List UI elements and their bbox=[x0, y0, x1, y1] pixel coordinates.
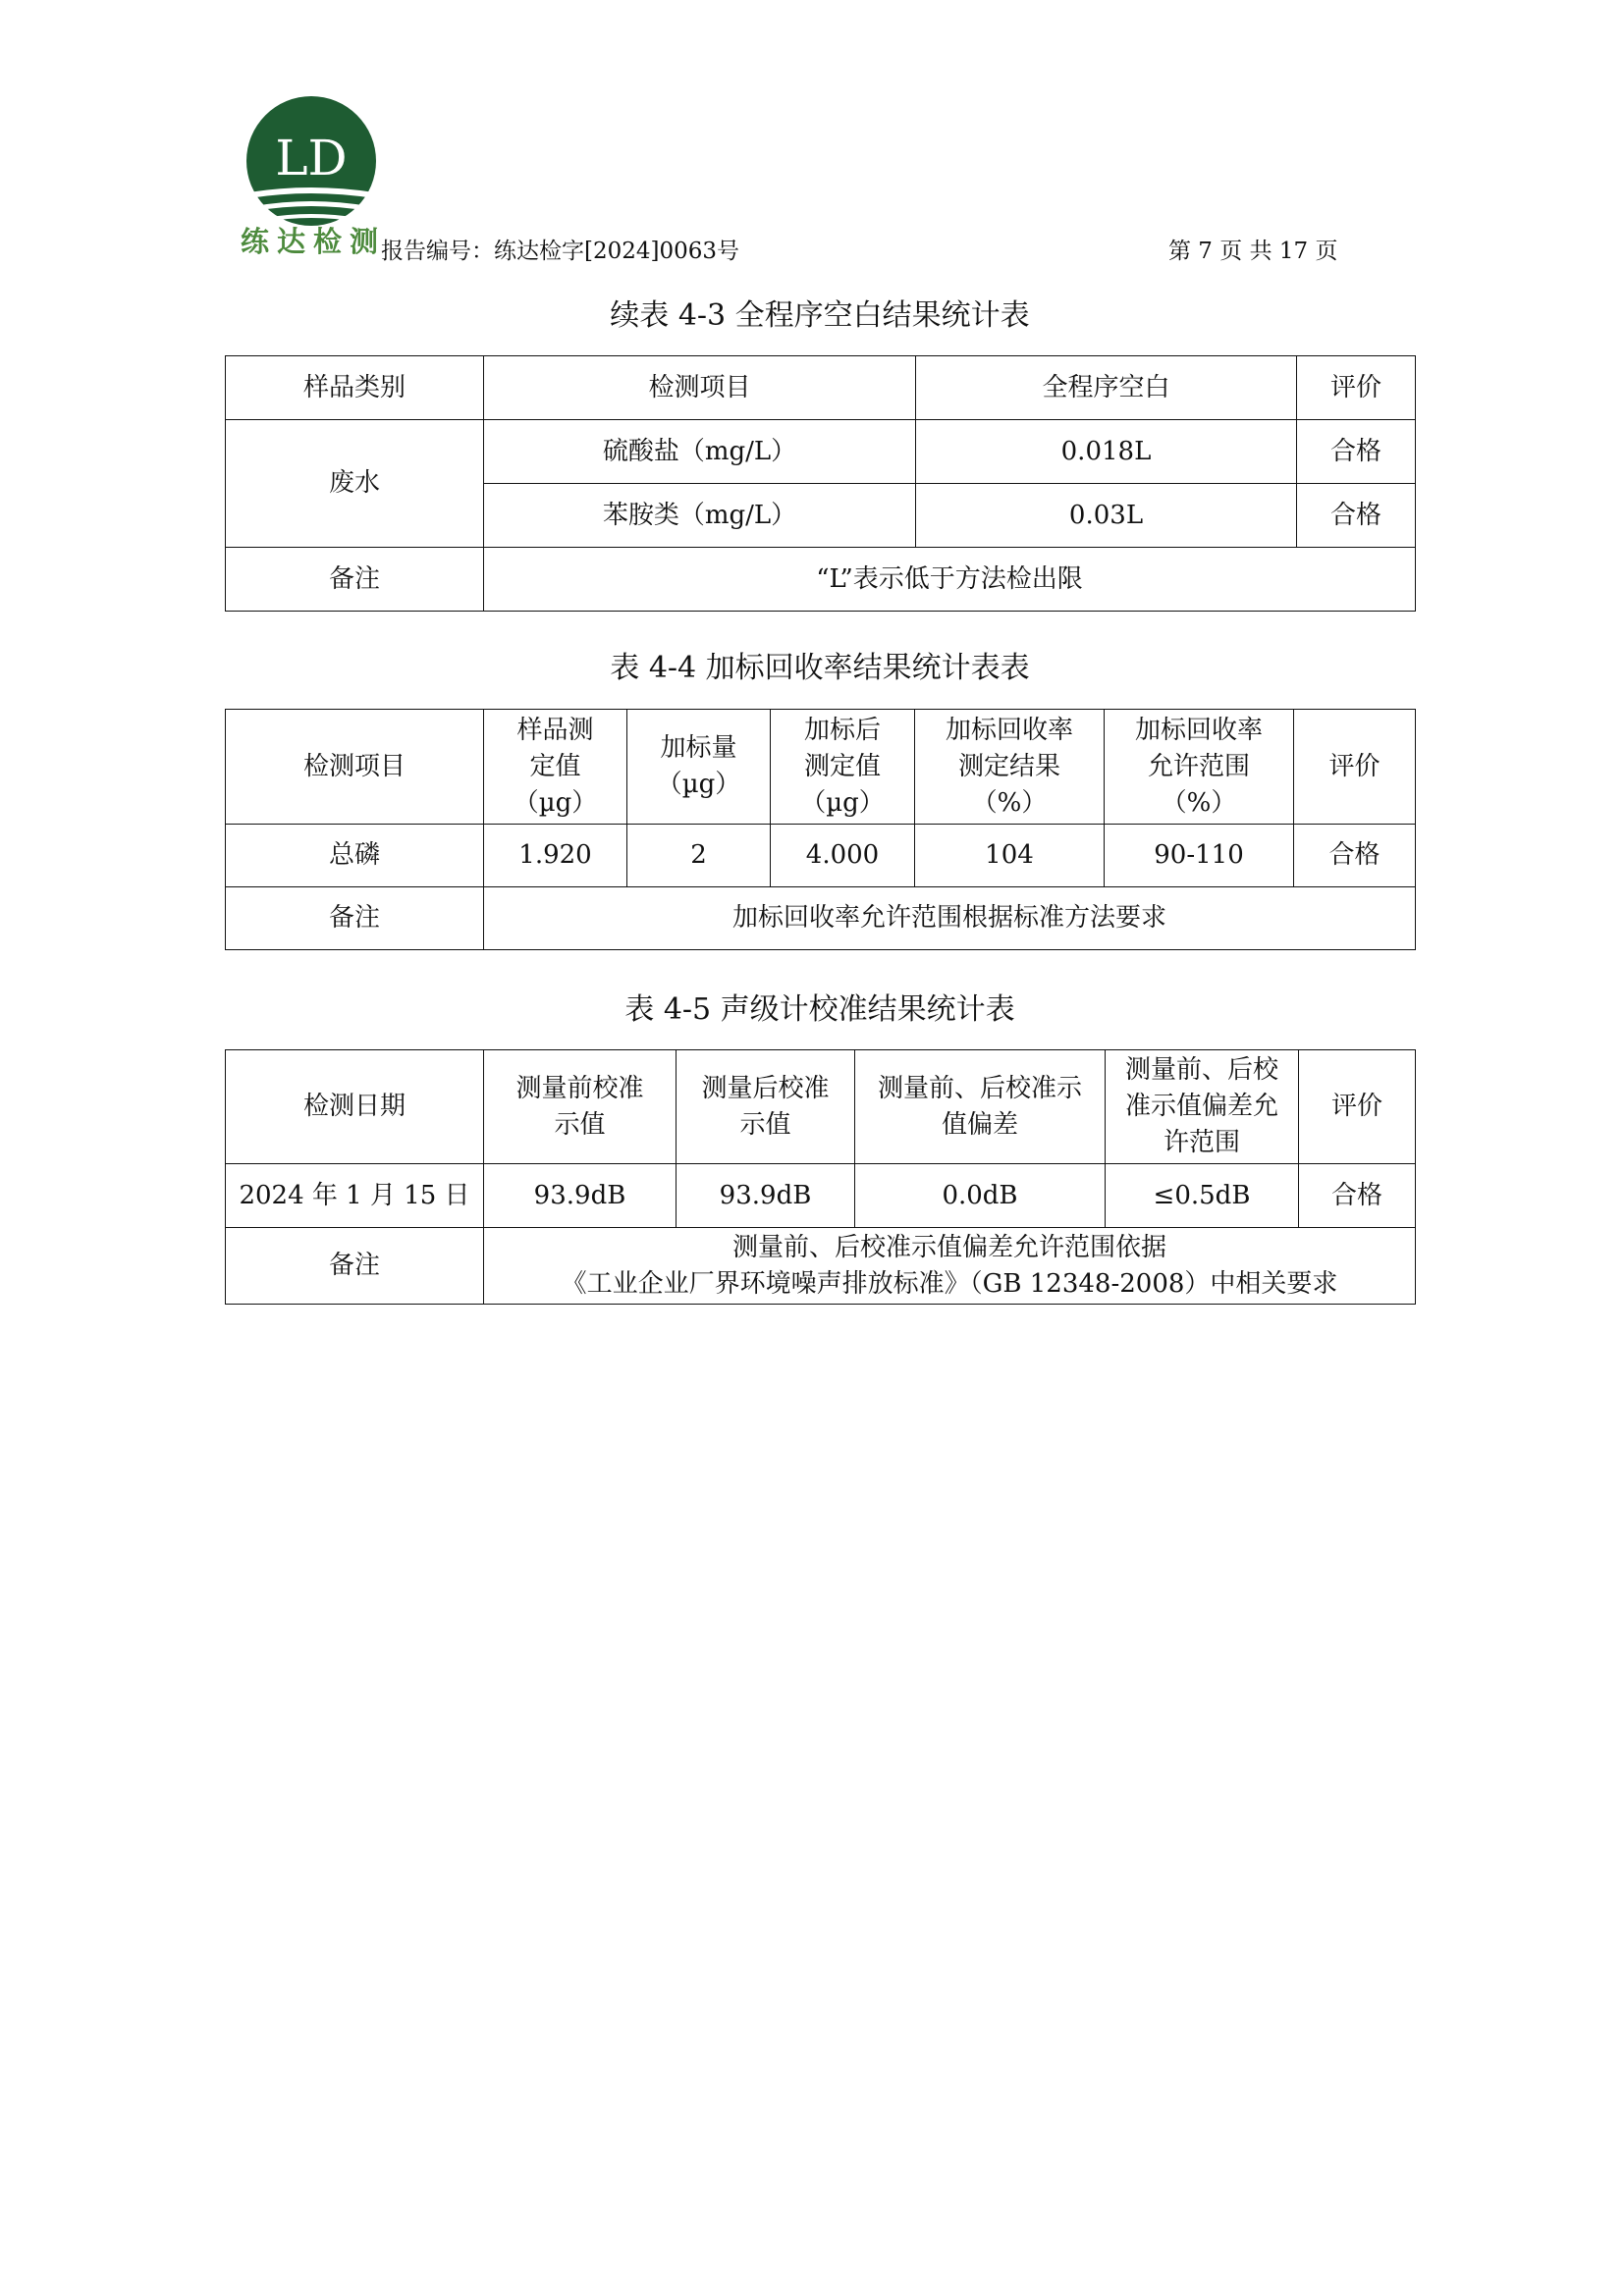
note-row bbox=[226, 548, 1416, 612]
header-cell: 加标量 （µg） bbox=[627, 710, 771, 825]
eval-cell: 合格 bbox=[1297, 420, 1416, 484]
note-label: 备注 bbox=[226, 887, 484, 950]
value-cell: 93.9dB bbox=[677, 1164, 855, 1228]
table-header-row bbox=[226, 1050, 1416, 1164]
table45-caption: 表 4-5 声级计校准结果统计表 bbox=[624, 992, 1015, 1027]
note-label: 备注 bbox=[226, 548, 484, 612]
table44 bbox=[225, 709, 1416, 950]
table-row bbox=[226, 420, 1416, 484]
table43 bbox=[225, 355, 1416, 612]
note-cell: “L”表示低于方法检出限 bbox=[484, 548, 1416, 612]
value-cell: 4.000 bbox=[771, 825, 915, 887]
value-cell: 90-110 bbox=[1105, 825, 1294, 887]
header-cell: 测量前、后校准示 值偏差 bbox=[855, 1050, 1106, 1164]
header-cell: 评价 bbox=[1299, 1050, 1416, 1164]
header-cell: 检测项目 bbox=[484, 356, 916, 420]
header-cell: 加标回收率 测定结果 （%） bbox=[915, 710, 1105, 825]
table-row bbox=[226, 825, 1416, 887]
header-cell: 测量后校准 示值 bbox=[677, 1050, 855, 1164]
header-cell: 评价 bbox=[1297, 356, 1416, 420]
table-row bbox=[226, 1164, 1416, 1228]
table43-caption: 续表 4-3 全程序空白结果统计表 bbox=[610, 298, 1030, 333]
eval-cell: 合格 bbox=[1294, 825, 1416, 887]
value-cell: 0.03L bbox=[916, 484, 1297, 548]
table-header-row bbox=[226, 710, 1416, 825]
value-cell: 93.9dB bbox=[484, 1164, 677, 1228]
table45 bbox=[225, 1049, 1416, 1305]
value-cell: ≤0.5dB bbox=[1106, 1164, 1299, 1228]
logo-cn-text: 练达检测 bbox=[241, 225, 378, 258]
logo-text: LD bbox=[275, 130, 348, 187]
header-cell: 评价 bbox=[1294, 710, 1416, 825]
date-cell: 2024 年 1 月 15 日 bbox=[226, 1164, 484, 1228]
note-label: 备注 bbox=[226, 1228, 484, 1305]
category-cell: 废水 bbox=[226, 420, 484, 548]
note-cell: 测量前、后校准示值偏差允许范围依据 《工业企业厂界环境噪声排放标准》（GB 12348-2008）中相关要求 bbox=[484, 1228, 1416, 1305]
eval-cell: 合格 bbox=[1299, 1164, 1416, 1228]
value-cell: 1.920 bbox=[484, 825, 627, 887]
header-cell: 全程序空白 bbox=[916, 356, 1297, 420]
header-cell: 样品测 定值 （µg） bbox=[484, 710, 627, 825]
header-cell: 加标回收率 允许范围 （%） bbox=[1105, 710, 1294, 825]
value-cell: 0.018L bbox=[916, 420, 1297, 484]
note-row bbox=[226, 1228, 1416, 1305]
table44-caption: 表 4-4 加标回收率结果统计表表 bbox=[610, 651, 1030, 685]
item-cell: 总磷 bbox=[226, 825, 484, 887]
header-cell: 检测项目 bbox=[226, 710, 484, 825]
header-cell: 样品类别 bbox=[226, 356, 484, 420]
note-cell: 加标回收率允许范围根据标准方法要求 bbox=[484, 887, 1416, 950]
report-number: 报告编号：练达检字[2024]0063号 bbox=[381, 239, 740, 264]
header-cell: 测量前校准 示值 bbox=[484, 1050, 677, 1164]
note-row bbox=[226, 887, 1416, 950]
item-cell: 硫酸盐（mg/L） bbox=[484, 420, 916, 484]
eval-cell: 合格 bbox=[1297, 484, 1416, 548]
header-cell: 检测日期 bbox=[226, 1050, 484, 1164]
value-cell: 2 bbox=[627, 825, 771, 887]
table-header-row bbox=[226, 356, 1416, 420]
header-cell: 加标后 测定值 （µg） bbox=[771, 710, 915, 825]
page-indicator: 第 7 页 共 17 页 bbox=[1168, 239, 1338, 264]
item-cell: 苯胺类（mg/L） bbox=[484, 484, 916, 548]
value-cell: 104 bbox=[915, 825, 1105, 887]
company-logo bbox=[241, 96, 388, 263]
value-cell: 0.0dB bbox=[855, 1164, 1106, 1228]
header-cell: 测量前、后校 准示值偏差允 许范围 bbox=[1106, 1050, 1299, 1164]
